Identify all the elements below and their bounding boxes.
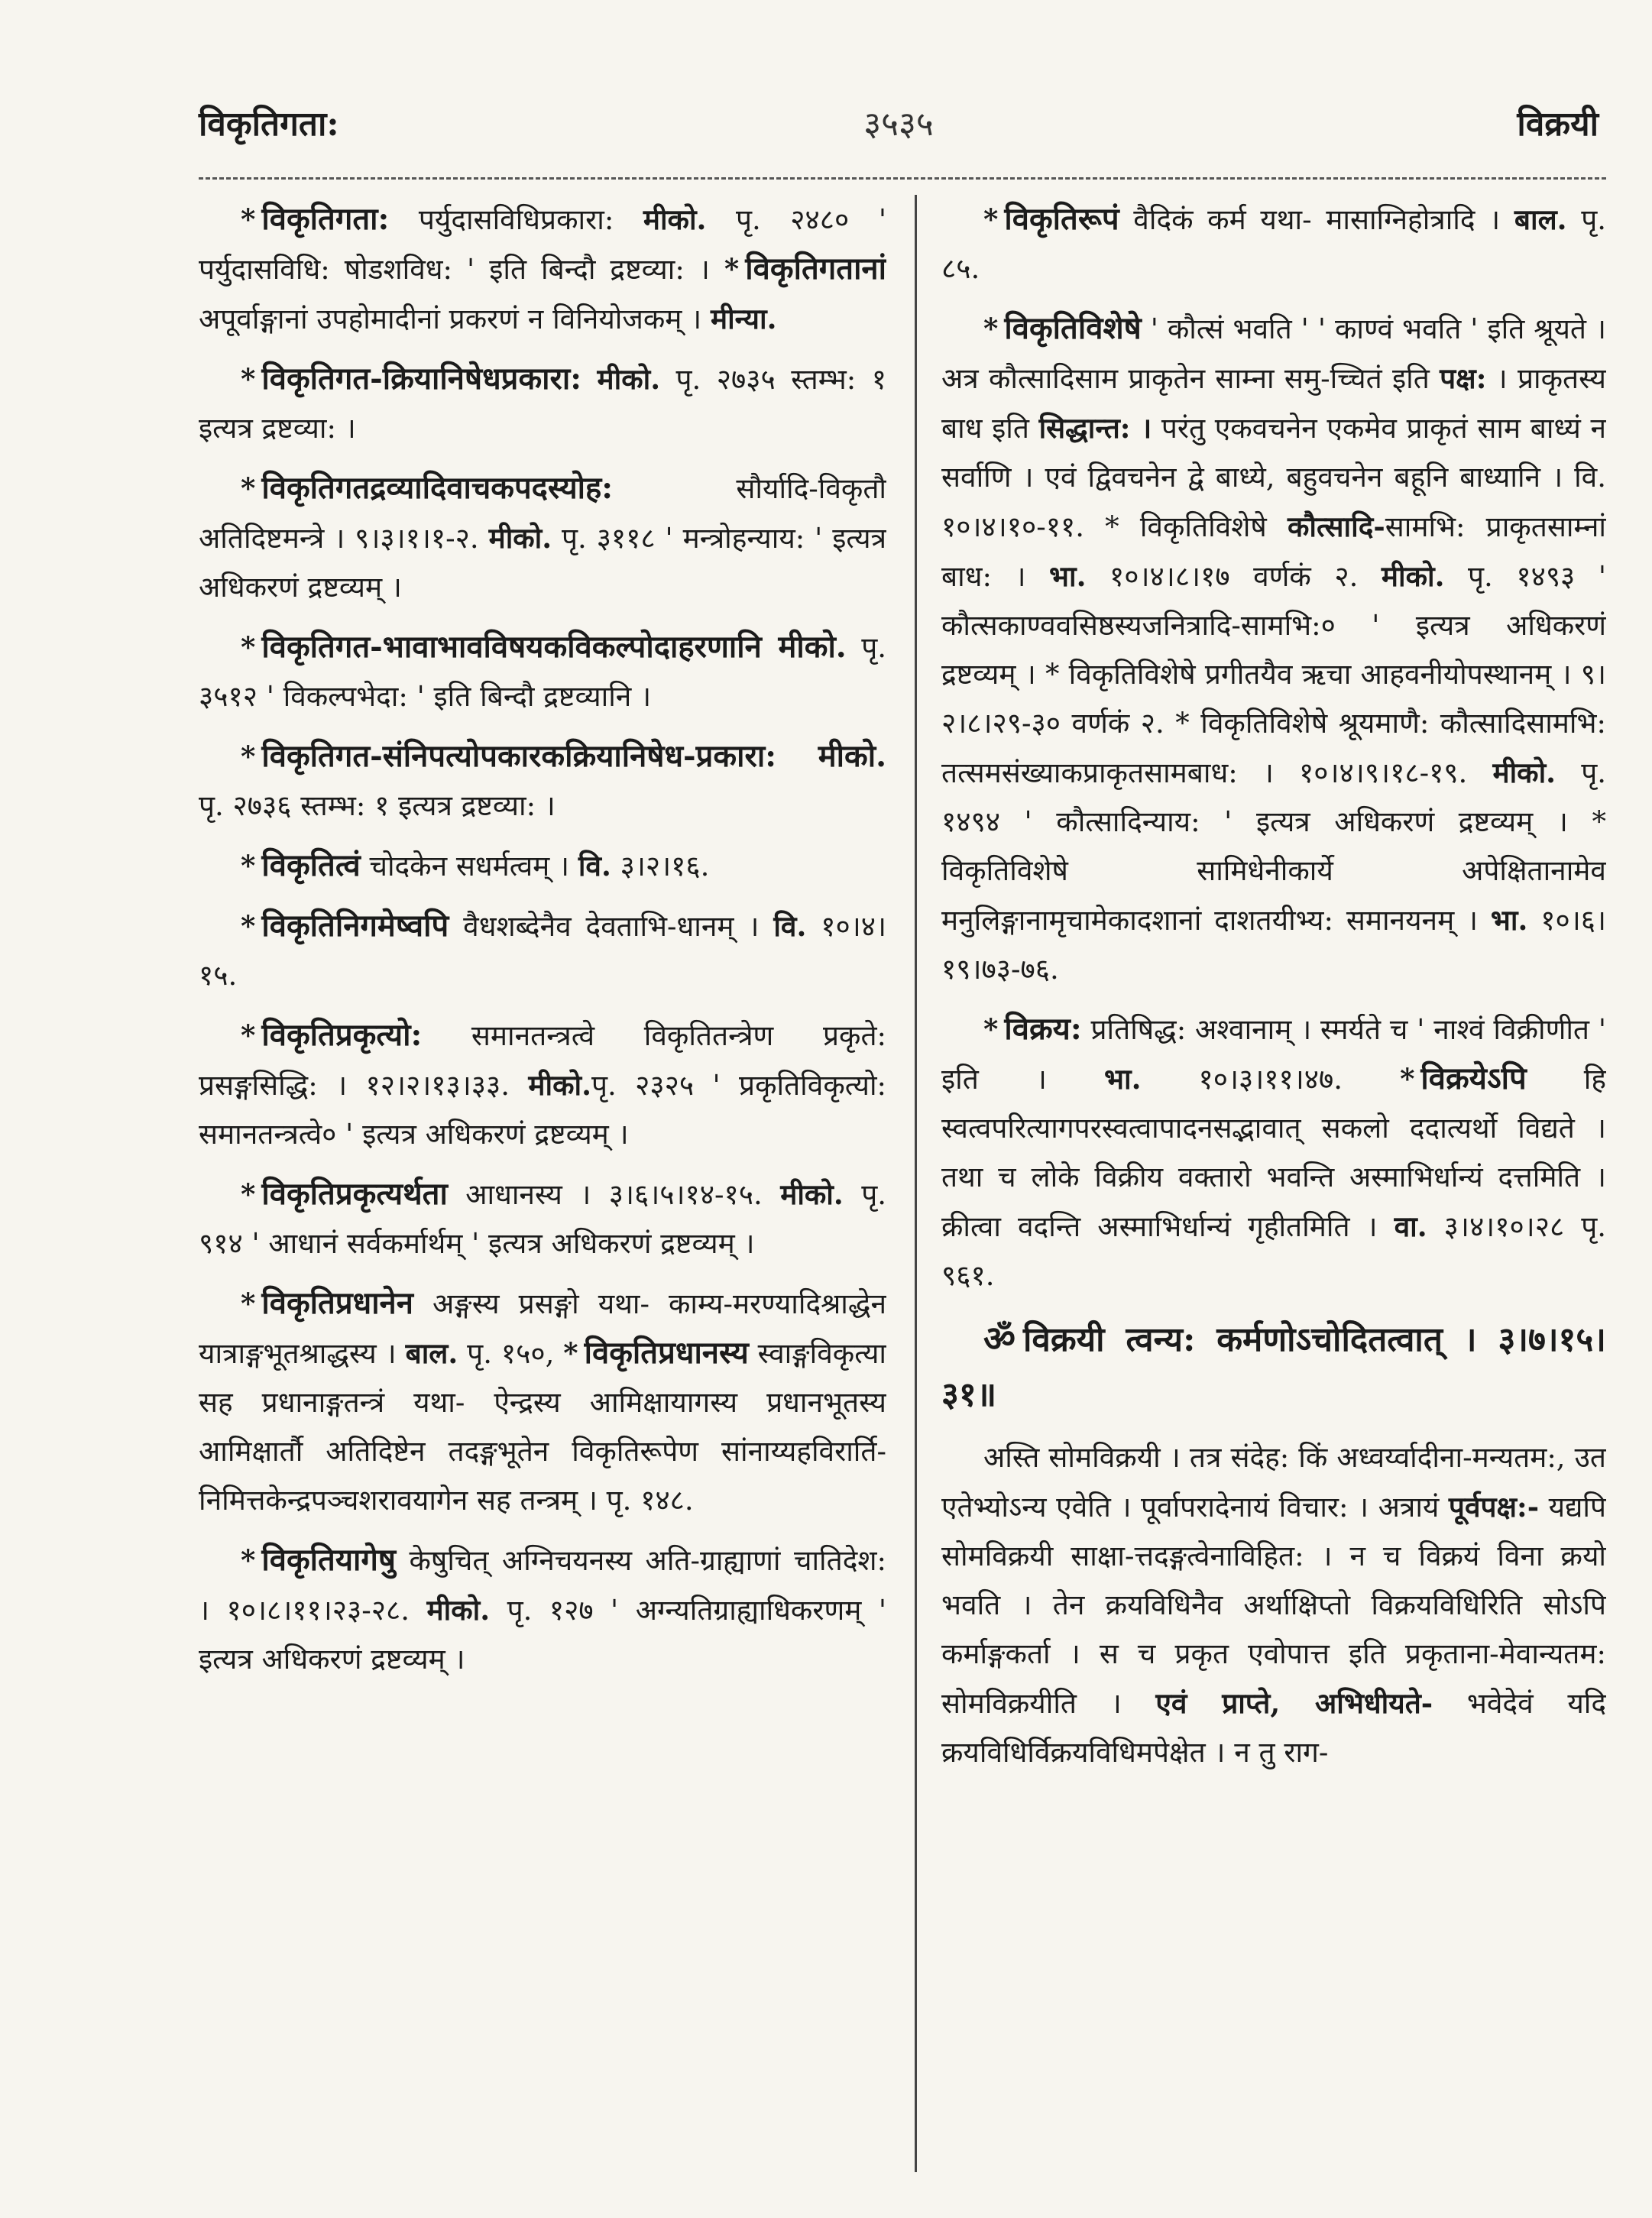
entry	[199, 1011, 886, 1159]
entry	[199, 1279, 886, 1525]
entry-reference: मीको.	[780, 1177, 844, 1211]
star-marker: *	[724, 252, 740, 286]
entry-term: विक्रयेऽपि	[1420, 1060, 1527, 1096]
entry-text: पृ. ८५.	[941, 203, 1606, 285]
star-marker: *	[241, 1543, 256, 1577]
entry-term: विकृतिगतद्रव्यादिवाचकपदस्योह:	[261, 470, 614, 506]
entry-text: पर्युदासविधिप्रकारा:	[389, 203, 643, 236]
entry-text: पृ. १५०,	[458, 1337, 564, 1370]
entry-text: चोदकेन सधर्मत्वम् ।	[360, 850, 578, 882]
entry	[199, 355, 886, 453]
entry-term: विकृतिगत-संनिपत्योपकारकक्रियानिषेध-प्रकारा: मीको.	[261, 738, 886, 774]
entry-text: पृ. ९१४ ' आधानं सर्वकर्मार्थम् ' इत्यत्र अधिकरणं द्रष्टव्यम् ।	[199, 1178, 886, 1260]
entry-term: विकृतिप्रधानस्य	[584, 1335, 749, 1371]
entry-term: विकृतिगतानां	[745, 251, 886, 287]
entry-term: विकृतिप्रकृत्यो:	[261, 1017, 423, 1053]
entry-text: पृ. ३५१२ ' विकल्पभेदा: ' इति बिन्दौ द्रष्टव्यानि ।	[199, 631, 886, 713]
sutra-heading	[941, 1311, 1606, 1423]
entry	[199, 1536, 886, 1684]
entry-reference: मीको.	[643, 202, 707, 236]
entry-text: पृ. २७३६ स्तम्भ: १ इत्यत्र द्रष्टव्या: ।	[199, 789, 556, 822]
entry-reference: बाल.	[1514, 202, 1567, 236]
entry-term: विकृतिविशेषे	[1004, 310, 1142, 346]
star-marker: *	[241, 1018, 256, 1052]
entry-text: पृ. २७३५ स्तम्भ: १ इत्यत्र द्रष्टव्या: ।	[199, 363, 886, 445]
entry-text: १०।४।१५.	[199, 910, 886, 992]
entry-text: अङ्गस्य प्रसङ्गो यथा- काम्य-मरण्यादिश्राद्धेन यात्राङ्गभूतश्राद्धस्य ।	[199, 1287, 886, 1370]
entry-text: पृ. २३२५ ' प्रकृतिविकृत्यो: समानतन्त्रत्वे० ' इत्यत्र अधिकरणं द्रष्टव्यम् ।	[199, 1069, 886, 1151]
entry-term: विकृतिप्रकृत्यर्थता	[261, 1176, 448, 1212]
entry-text: अपूर्वाङ्गानां उपहोमादीनां प्रकरणं न विनियोजकम् ।	[199, 303, 711, 335]
entry-term: विकृतिगता:	[261, 201, 390, 237]
entry-text: आधानस्य । ३।६।५।१४-१५.	[447, 1178, 781, 1211]
left-column	[199, 195, 886, 2187]
entry	[199, 464, 886, 612]
header-right-title: विक्रयी	[1517, 105, 1599, 144]
entry-reference: पक्ष:	[1440, 361, 1487, 395]
entry-reference: भा.	[1103, 1062, 1142, 1096]
entry-text: १०।४।८।१७ वर्णकं २.	[1086, 560, 1382, 593]
entry-term: विकृतिनिगमेष्वपि	[261, 908, 449, 944]
star-marker: *	[241, 362, 256, 396]
entry-text: १०।६।१९।७३-७६.	[941, 904, 1606, 986]
entry-text: । प्राकृतस्य बाध इति	[941, 362, 1606, 445]
star-marker: *	[563, 1336, 578, 1370]
om-symbol-icon: ॐ	[983, 1318, 1015, 1359]
entry-reference: बाल.	[405, 1336, 458, 1370]
commentary-text: अस्ति सोमविक्रयी । तत्र संदेह: किं अध्वर्य्वादीना-मन्यतम:, उत एतेभ्योऽन्य एवेति । पूर्वापरादेनायं विचार: । अत्रायं	[941, 1441, 1606, 1523]
entry-text: समानतन्त्रत्वे विकृतितन्त्रेण प्रकृते: प्रसङ्गसिद्धि: । १२।२।१३।३३.	[199, 1019, 886, 1102]
entry	[941, 1005, 1606, 1300]
entry-term: विकृतित्वं	[261, 847, 361, 883]
entry	[199, 732, 886, 831]
entry-text: ३।२।१६.	[611, 850, 710, 882]
entry-text: पृ. २४८० ' पर्युदासविधि: षोडशविध: ' इति बिन्दौ द्रष्टव्या: ।	[199, 203, 886, 286]
entry-text	[581, 363, 597, 396]
page-number: ३५३५	[863, 105, 934, 144]
star-marker: *	[241, 1177, 256, 1211]
entry-text: स्वाङ्गविकृत्या सह प्रधानाङ्गतन्त्रं यथा- ऐन्द्रस्य आमिक्षायागस्य प्रधानभूतस्य आमिक्षार्तौ अतिदिष्टेन तदङ्गभूतेन विकृतिरूपेण सांनाय्यहविरार्ति-निमित्तकेन्द्रपञ्चशरावयागेन सह तन्त्रम् । पृ. १४८.	[199, 1337, 886, 1517]
entry-text: १०।३।११।४७.	[1141, 1063, 1401, 1096]
star-marker: *	[241, 849, 256, 882]
star-marker: *	[241, 1287, 256, 1320]
entry-term: विकृतियागेषु	[261, 1542, 397, 1578]
entry-text: सौर्यादि-विकृतौ अतिदिष्टमन्त्रे । ९।३।१।१-२.	[199, 472, 886, 555]
star-marker: *	[983, 1012, 999, 1046]
entry-text: वैदिकं कर्म यथा- मासाग्निहोत्रादि ।	[1119, 203, 1514, 236]
entry-text: पृ. १४९४ ' कौत्सादिन्याय: ' इत्यत्र अधिकरणं द्रष्टव्यम् । * विकृतिविशेषे सामिधेनीकार्ये अपेक्षितानामेव मनुलिङ्गानामृचामेकादशानां दाशतयीभ्य: समानयनम् ।	[941, 756, 1606, 937]
entry-reference: मीको.	[1492, 756, 1556, 789]
star-marker: *	[241, 909, 256, 943]
entry-text: ' कौत्सं भवति ' ' काण्वं भवति ' इति श्रूयते । अत्र कौत्सादिसाम प्राकृतेन साम्ना समु-च्चितं इति	[941, 312, 1606, 395]
header-left-title: विकृतिगता:	[199, 105, 339, 144]
entry-term: विक्रय:	[1004, 1011, 1082, 1047]
page-header	[199, 99, 1599, 160]
entry-text: वैधशब्देनैव देवताभि-धानम् ।	[449, 910, 774, 943]
star-marker: *	[241, 740, 256, 773]
entry	[199, 902, 886, 1000]
star-marker: *	[241, 202, 256, 236]
entry-reference: मीको.	[426, 1593, 491, 1627]
entry-term: विकृतिप्रधानेन	[261, 1285, 413, 1321]
entry	[941, 304, 1606, 994]
column-divider	[915, 195, 917, 2172]
sutra-text: विक्रयी त्वन्य: कर्मणोऽचोदितत्वात् । ३।७।१५।३१॥	[941, 1320, 1606, 1414]
star-marker: *	[241, 630, 256, 664]
entry-reference: वि.	[578, 849, 611, 882]
header-divider	[199, 177, 1606, 180]
entry-reference: मीन्या.	[710, 302, 777, 335]
entry-text: ३।४।१०।२८ पृ. ९६१.	[941, 1210, 1606, 1292]
entry-reference: भा.	[1490, 903, 1528, 937]
entry	[199, 195, 886, 344]
entry-text: हि स्वत्वपरित्यागपरस्वत्वापादनसद्भावात् सकलो ददात्यर्थो विद्यते । तथा च लोके विक्रीय वक्तारो भवन्ति अस्माभिर्धान्यं दत्तमिति । क्रीत्वा वदन्ति अस्माभिर्धान्यं गृहीतमिति ।	[941, 1063, 1606, 1243]
star-marker: *	[983, 202, 999, 236]
entry-text: पृ. १४९३ ' कौत्सकाण्ववसिष्ठस्यजनित्रादि-सामभि:० ' इत्यत्र अधिकरणं द्रष्टव्यम् । * विकृतिविशेषे प्रगीतयैव ऋचा आहवनीयोपस्थानम् । ९।२।८।२९-३० वर्णकं २. * विकृतिविशेषे श्रूयमाणै: कौत्सादिसामभि: तत्समसंख्याकप्राकृतसामबाध: । १०।४।९।१८-१९.	[941, 560, 1606, 789]
star-marker: *	[241, 471, 256, 505]
star-marker: *	[1400, 1062, 1415, 1096]
commentary-bold: एवं प्राप्ते, अभिधीयते-	[1155, 1686, 1433, 1720]
commentary-text: यद्यपि सोमविक्रयी साक्षा-त्तदङ्गत्वेनाविहित: । न च विक्रयं विना क्रयो भवति । तेन क्रयविधिनैव अर्थाक्षिप्तो विक्रयविधिरिति सोऽपि कर्माङ्गकर्ता । स च प्रकृत एवोपात्त इति प्रकृताना-मेवान्यतम: सोमविक्रयीति ।	[941, 1491, 1606, 1720]
entry-text: प्रतिषिद्ध: अश्वानाम् । स्मर्यते च ' नाश्वं विक्रीणीत ' इति ।	[941, 1013, 1606, 1096]
right-column	[941, 195, 1606, 2187]
entry	[199, 1170, 886, 1268]
entry-term: विकृतिगत-क्रियानिषेधप्रकारा:	[261, 361, 582, 397]
entry-reference: कौत्सादि-	[1287, 510, 1385, 543]
entry	[199, 841, 886, 891]
entry-text: केषुचित् अग्निचयनस्य अति-ग्राह्याणां चातिदेश: । १०।८।११।२३-२८.	[199, 1544, 886, 1627]
entry-text: पृ. ३११८ ' मन्त्रोहन्याय: ' इत्यत्र अधिकरणं द्रष्टव्यम् ।	[199, 522, 886, 604]
entry-reference: मीको.	[488, 521, 552, 555]
entry-reference: मीको.	[528, 1068, 591, 1102]
entry-term: विकृतिरूपं	[1004, 201, 1119, 237]
star-marker: *	[983, 312, 999, 345]
entry-reference: वि.	[773, 909, 807, 943]
commentary-bold: पूर्वपक्ष:-	[1448, 1490, 1540, 1523]
entry-text: सामभि: प्राकृतसाम्नां बाध: ।	[941, 510, 1606, 593]
entry-text: पृ. १२७ ' अग्न्यतिग्राह्याधिकरणम् ' इत्यत्र अधिकरणं द्रष्टव्यम् ।	[199, 1594, 886, 1676]
entry	[199, 623, 886, 721]
entry-reference: वा.	[1394, 1209, 1427, 1243]
entry-text: परंतु एकवचनेन एकमेव प्राकृतं साम बाध्यं न सर्वाणि । एवं द्विवचनेन द्वे बाध्ये, बहुवचनेन बहूनि बाध्यानि । वि. १०।४।१०-११. * विकृतिविशेषे	[941, 412, 1606, 543]
entry-reference: मीको.	[597, 362, 661, 396]
entry-reference: भा.	[1049, 559, 1087, 593]
commentary-text: भवेदेवं यदि क्रयविधिर्विक्रयविधिमपेक्षेत । न तु राग-	[941, 1687, 1606, 1769]
entry	[941, 195, 1606, 293]
entry-reference: मीको.	[1381, 559, 1445, 593]
entry-reference: सिद्धान्त: ।	[1038, 411, 1152, 445]
commentary	[941, 1433, 1606, 1777]
entry-term: विकृतिगत-भावाभावविषयकविकल्पोदाहरणानि मीको.	[261, 629, 847, 665]
